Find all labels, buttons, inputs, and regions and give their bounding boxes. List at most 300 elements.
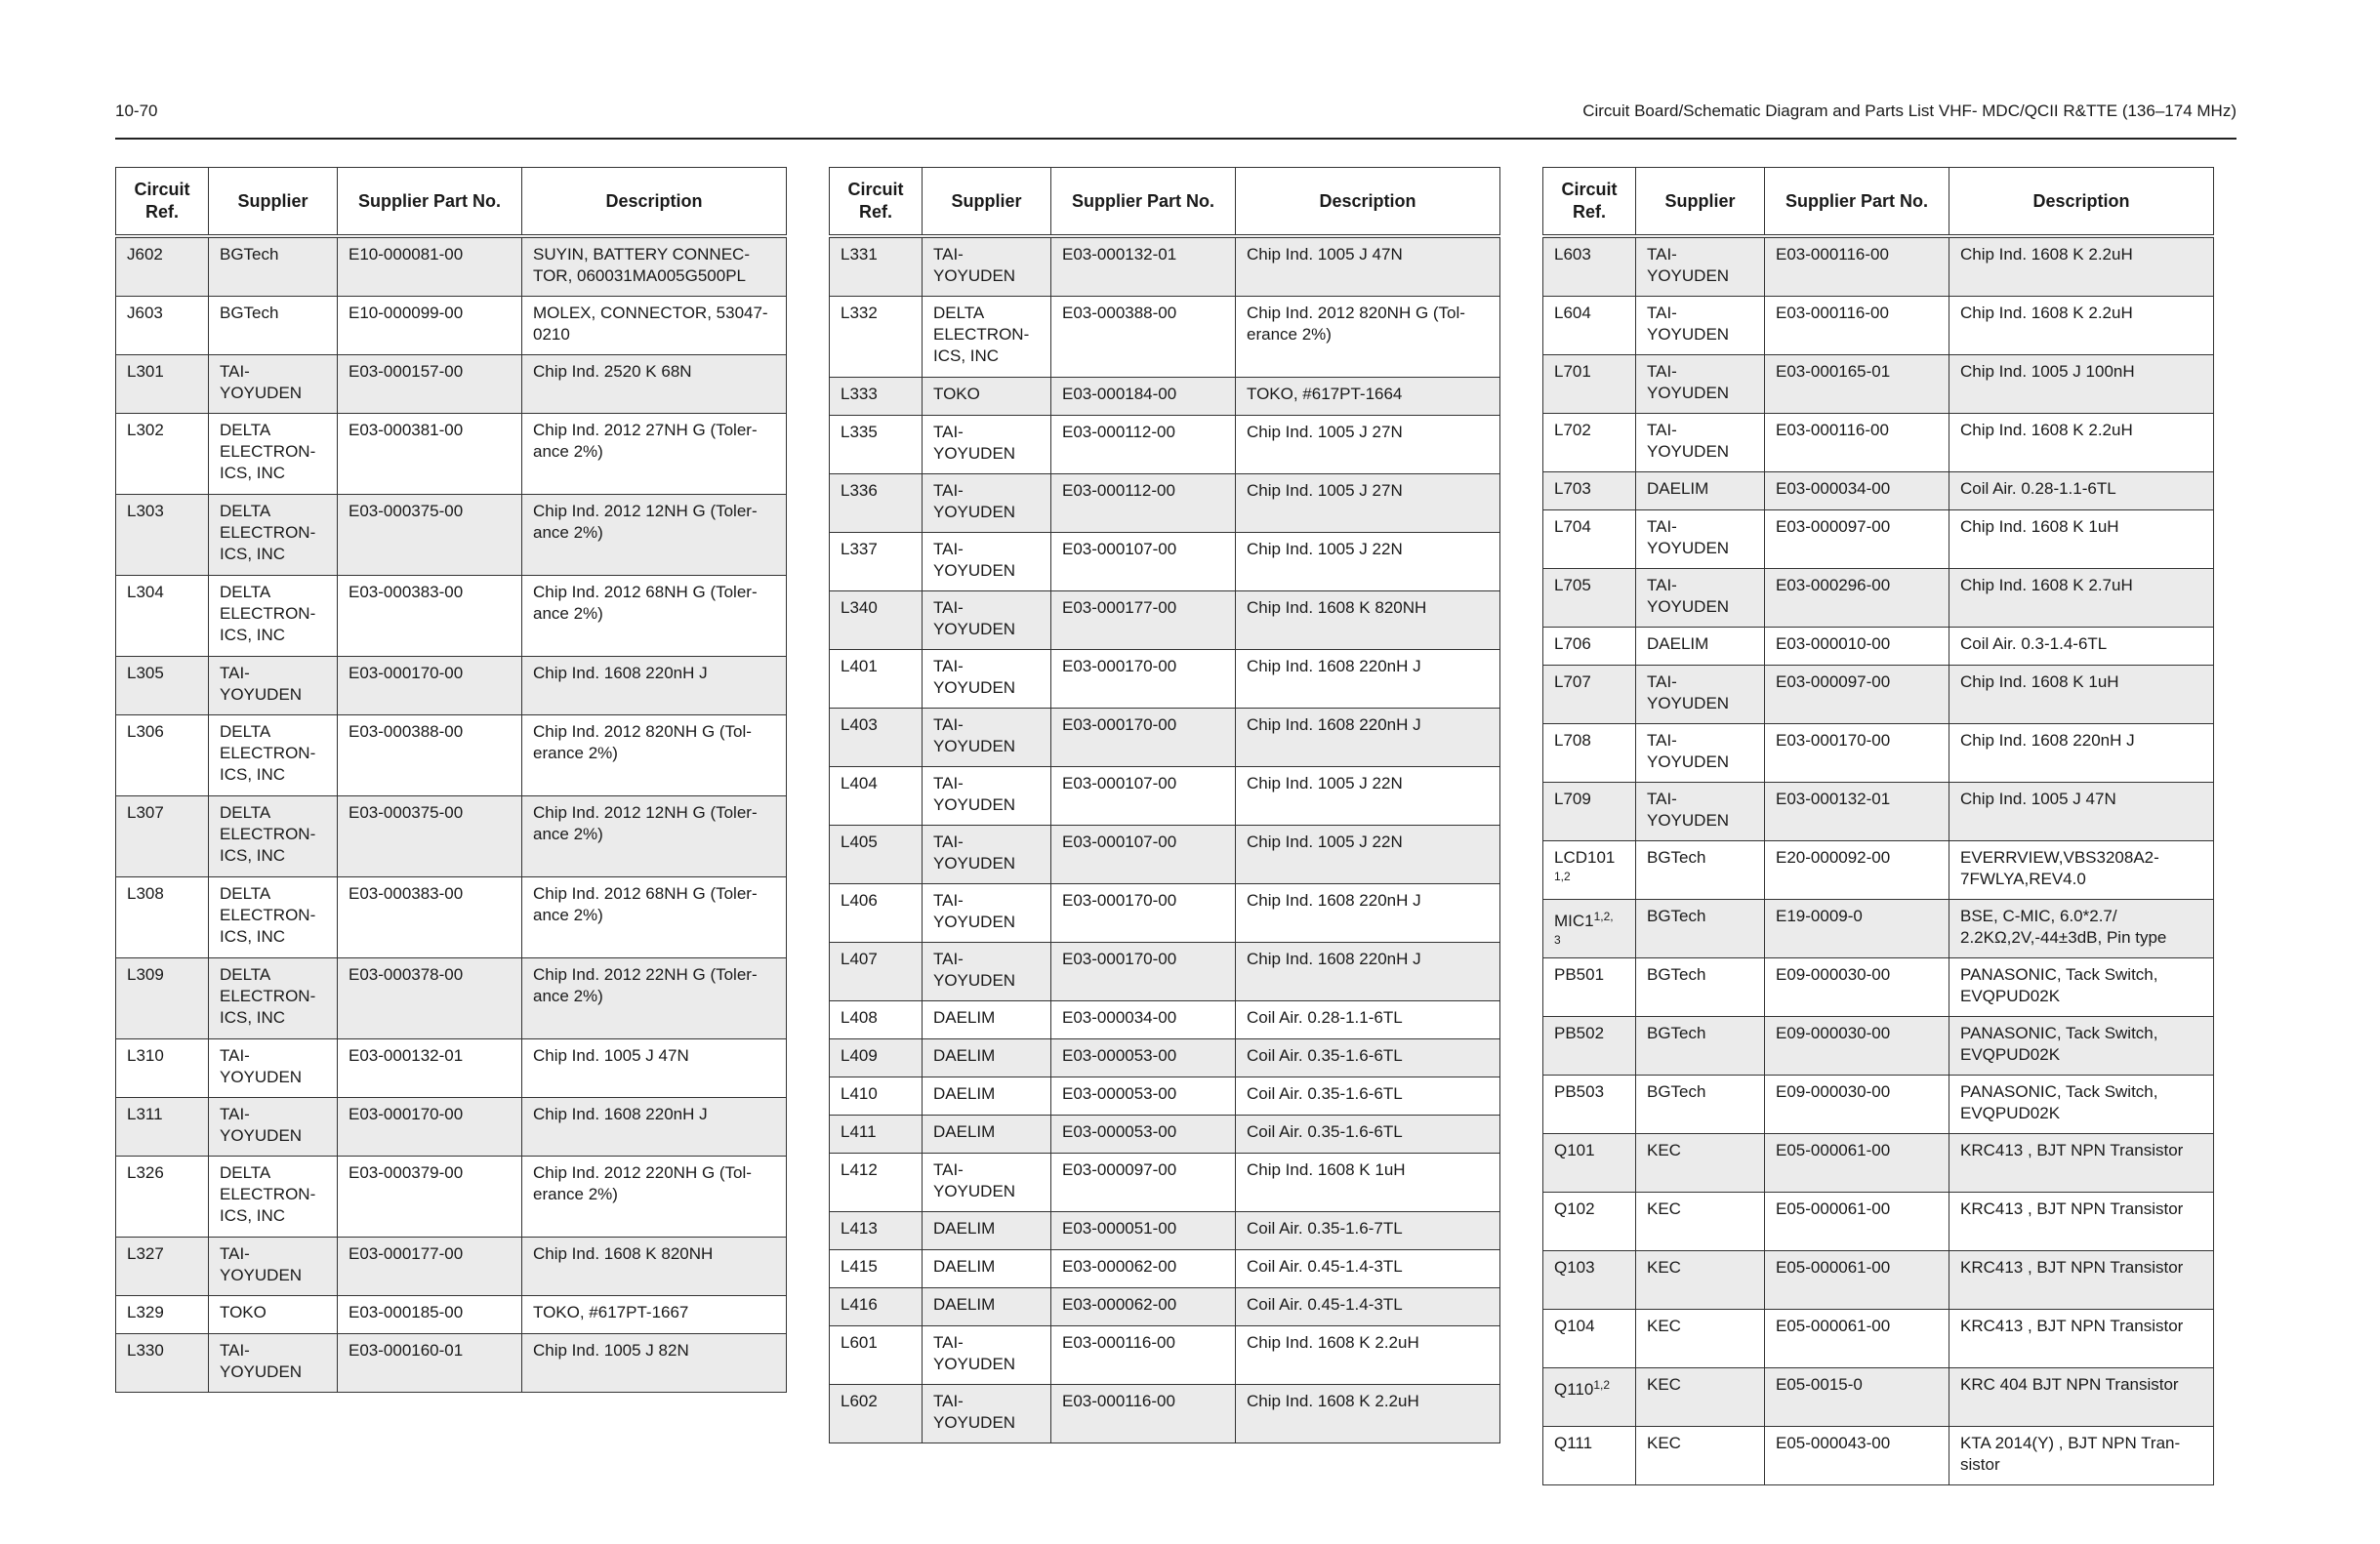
ref-label: L707 — [1554, 672, 1591, 691]
ref-label: Q102 — [1554, 1199, 1595, 1218]
cell-description: Chip Ind. 2012 12NH G (Toler-ance 2%) — [522, 796, 787, 877]
cell-supplier: TAI-YOYUDEN — [209, 1238, 338, 1296]
cell-part-no: E03-000051-00 — [1051, 1212, 1236, 1250]
cell-description: Chip Ind. 1608 K 2.2uH — [1949, 297, 2214, 355]
cell-circuit-ref — [830, 767, 923, 826]
cell-part-no: E03-000177-00 — [1051, 591, 1236, 650]
ref-label: L401 — [841, 657, 878, 675]
cell-circuit-ref — [830, 943, 923, 1001]
ref-label: L308 — [127, 884, 164, 903]
cell-supplier: KEC — [1636, 1193, 1765, 1251]
parts-table-2 — [829, 167, 1500, 1443]
cell-description: Chip Ind. 1608 K 2.7uH — [1949, 569, 2214, 628]
cell-supplier: TAI-YOYUDEN — [923, 826, 1051, 884]
cell-part-no: E03-000107-00 — [1051, 767, 1236, 826]
table-row — [1543, 1251, 2214, 1310]
cell-circuit-ref — [830, 1288, 923, 1326]
cell-supplier: TAI-YOYUDEN — [209, 657, 338, 715]
cell-part-no: E03-000160-01 — [338, 1334, 522, 1393]
cell-description: Chip Ind. 1608 K 2.2uH — [1949, 236, 2214, 297]
table-row — [830, 650, 1500, 709]
cell-circuit-ref — [830, 297, 923, 378]
cell-circuit-ref — [116, 414, 209, 495]
ref-label: L333 — [841, 385, 878, 403]
table-header-row — [830, 168, 1500, 237]
table-row — [830, 1154, 1500, 1212]
cell-supplier: DELTA ELECTRON-ICS, INC — [209, 715, 338, 796]
cell-part-no: E10-000081-00 — [338, 236, 522, 297]
cell-supplier: TAI-YOYUDEN — [923, 474, 1051, 533]
page-number: 10-70 — [115, 102, 158, 120]
table-row — [830, 826, 1500, 884]
cell-part-no: E03-000062-00 — [1051, 1250, 1236, 1288]
cell-supplier: DAELIM — [1636, 472, 1765, 510]
cell-part-no: E03-000116-00 — [1051, 1385, 1236, 1443]
cell-description: Chip Ind. 2012 68NH G (Toler-ance 2%) — [522, 576, 787, 657]
cell-supplier: BGTech — [1636, 958, 1765, 1017]
table-row — [116, 877, 787, 958]
cell-supplier: TOKO — [209, 1296, 338, 1334]
table-row — [116, 1039, 787, 1098]
parts-table-column-2 — [829, 167, 1500, 1443]
cell-description: Chip Ind. 1608 K 1uH — [1236, 1154, 1500, 1212]
cell-supplier: TAI-YOYUDEN — [923, 884, 1051, 943]
cell-circuit-ref — [830, 1212, 923, 1250]
cell-supplier: DAELIM — [923, 1116, 1051, 1154]
cell-supplier: DAELIM — [923, 1212, 1051, 1250]
table-row — [116, 657, 787, 715]
header-circuit-ref: Circuit Ref. — [116, 168, 209, 237]
cell-part-no: E19-0009-0 — [1765, 900, 1949, 958]
ref-label: L304 — [127, 583, 164, 601]
cell-circuit-ref — [1543, 841, 1636, 900]
ref-footnote: 1,2, — [1593, 910, 1614, 923]
ref-label: LCD101 — [1554, 848, 1616, 867]
cell-part-no: E03-000053-00 — [1051, 1077, 1236, 1116]
cell-part-no: E03-000097-00 — [1765, 666, 1949, 724]
cell-part-no: E03-000379-00 — [338, 1157, 522, 1238]
cell-description: Chip Ind. 1608 K 2.2uH — [1949, 414, 2214, 472]
table-row — [1543, 724, 2214, 783]
cell-circuit-ref — [116, 355, 209, 414]
cell-supplier: TAI-YOYUDEN — [923, 650, 1051, 709]
ref-footnote-2: 3 — [1554, 933, 1561, 947]
cell-supplier: TAI-YOYUDEN — [923, 1326, 1051, 1385]
ref-label: L603 — [1554, 245, 1591, 264]
cell-circuit-ref — [1543, 783, 1636, 841]
cell-description: Chip Ind. 1608 220nH J — [522, 1098, 787, 1157]
ref-label: L602 — [841, 1392, 878, 1410]
ref-label: L303 — [127, 502, 164, 520]
cell-part-no: E03-000170-00 — [1051, 650, 1236, 709]
table-row — [116, 414, 787, 495]
cell-circuit-ref — [830, 1077, 923, 1116]
cell-part-no: E10-000099-00 — [338, 297, 522, 355]
cell-supplier: TAI-YOYUDEN — [923, 236, 1051, 297]
cell-circuit-ref — [1543, 569, 1636, 628]
cell-part-no: E03-000177-00 — [338, 1238, 522, 1296]
cell-supplier: DELTA ELECTRON-ICS, INC — [209, 414, 338, 495]
page-title: Circuit Board/Schematic Diagram and Parts List VHF- MDC/QCII R&TTE (136–174 MHz) — [1582, 102, 2236, 120]
cell-description: Coil Air. 0.28-1.1-6TL — [1236, 1001, 1500, 1039]
cell-description: Coil Air. 0.28-1.1-6TL — [1949, 472, 2214, 510]
cell-circuit-ref — [1543, 628, 1636, 666]
table-row — [830, 884, 1500, 943]
cell-description: PANASONIC, Tack Switch, EVQPUD02K — [1949, 1076, 2214, 1134]
ref-label: L330 — [127, 1341, 164, 1360]
ref-label: L407 — [841, 950, 878, 968]
cell-supplier: TAI-YOYUDEN — [923, 1154, 1051, 1212]
header-description: Description — [522, 168, 787, 237]
cell-circuit-ref — [116, 576, 209, 657]
cell-description: Chip Ind. 1608 220nH J — [1949, 724, 2214, 783]
ref-label: L408 — [841, 1008, 878, 1027]
cell-description: Chip Ind. 1608 K 2.2uH — [1236, 1385, 1500, 1443]
table-header-row — [1543, 168, 2214, 237]
ref-label: L327 — [127, 1244, 164, 1263]
cell-supplier: DELTA ELECTRON-ICS, INC — [209, 796, 338, 877]
cell-circuit-ref — [116, 958, 209, 1039]
table-row — [1543, 1017, 2214, 1076]
cell-circuit-ref — [830, 1250, 923, 1288]
cell-part-no: E03-000388-00 — [338, 715, 522, 796]
table-row — [1543, 297, 2214, 355]
cell-circuit-ref — [830, 533, 923, 591]
cell-circuit-ref — [830, 378, 923, 416]
table-row — [830, 297, 1500, 378]
cell-part-no: E03-000165-01 — [1765, 355, 1949, 414]
cell-description: Chip Ind. 2012 220NH G (Tol-erance 2%) — [522, 1157, 787, 1238]
ref-label: L336 — [841, 481, 878, 500]
cell-part-no: E03-000053-00 — [1051, 1116, 1236, 1154]
cell-circuit-ref — [830, 1385, 923, 1443]
ref-label: L709 — [1554, 790, 1591, 808]
cell-supplier: KEC — [1636, 1251, 1765, 1310]
ref-label: L335 — [841, 423, 878, 441]
cell-part-no: E09-000030-00 — [1765, 958, 1949, 1017]
cell-supplier: TAI-YOYUDEN — [1636, 783, 1765, 841]
ref-label: MIC1 — [1554, 912, 1594, 930]
table-row — [830, 378, 1500, 416]
cell-part-no: E03-000296-00 — [1765, 569, 1949, 628]
cell-circuit-ref — [830, 416, 923, 474]
cell-circuit-ref — [830, 709, 923, 767]
cell-circuit-ref — [1543, 472, 1636, 510]
ref-label: L703 — [1554, 479, 1591, 498]
cell-part-no: E05-000043-00 — [1765, 1427, 1949, 1485]
table-row — [830, 474, 1500, 533]
cell-circuit-ref — [1543, 414, 1636, 472]
table-row — [1543, 958, 2214, 1017]
table-row — [830, 1039, 1500, 1077]
ref-label: L404 — [841, 774, 878, 792]
table-row — [116, 297, 787, 355]
cell-description: Coil Air. 0.45-1.4-3TL — [1236, 1288, 1500, 1326]
table-row — [830, 1001, 1500, 1039]
cell-circuit-ref — [1543, 1310, 1636, 1368]
table-row — [1543, 510, 2214, 569]
table-row — [830, 1326, 1500, 1385]
cell-description: Chip Ind. 1005 J 27N — [1236, 474, 1500, 533]
cell-description: KTA 2014(Y) , BJT NPN Tran-sistor — [1949, 1427, 2214, 1485]
cell-supplier: TAI-YOYUDEN — [209, 1039, 338, 1098]
table-row — [116, 576, 787, 657]
cell-description: TOKO, #617PT-1664 — [1236, 378, 1500, 416]
cell-description: Chip Ind. 2012 22NH G (Toler-ance 2%) — [522, 958, 787, 1039]
cell-supplier: DAELIM — [923, 1001, 1051, 1039]
cell-supplier: BGTech — [209, 297, 338, 355]
cell-supplier: DAELIM — [923, 1288, 1051, 1326]
cell-circuit-ref — [116, 1157, 209, 1238]
cell-part-no: E09-000030-00 — [1765, 1017, 1949, 1076]
table-row — [1543, 1076, 2214, 1134]
cell-supplier: TOKO — [923, 378, 1051, 416]
cell-circuit-ref — [1543, 900, 1636, 958]
cell-supplier: BGTech — [1636, 900, 1765, 958]
table-row — [1543, 1310, 2214, 1368]
cell-circuit-ref — [116, 1334, 209, 1393]
cell-part-no: E03-000053-00 — [1051, 1039, 1236, 1077]
table-row — [830, 591, 1500, 650]
cell-circuit-ref — [1543, 1251, 1636, 1310]
cell-circuit-ref — [830, 1154, 923, 1212]
cell-part-no: E03-000170-00 — [1765, 724, 1949, 783]
cell-description: KRC413 , BJT NPN Transistor — [1949, 1193, 2214, 1251]
cell-description: Chip Ind. 2012 820NH G (Tol-erance 2%) — [1236, 297, 1500, 378]
cell-circuit-ref — [830, 1039, 923, 1077]
table-row — [1543, 628, 2214, 666]
cell-circuit-ref — [1543, 1368, 1636, 1427]
cell-part-no: E03-000157-00 — [338, 355, 522, 414]
ref-label: Q110 — [1554, 1380, 1594, 1399]
ref-label: L301 — [127, 362, 164, 381]
cell-supplier: TAI-YOYUDEN — [1636, 236, 1765, 297]
ref-label: L403 — [841, 715, 878, 734]
cell-description: SUYIN, BATTERY CONNEC-TOR, 060031MA005G500PL — [522, 236, 787, 297]
cell-circuit-ref — [1543, 1017, 1636, 1076]
cell-description: Chip Ind. 2012 12NH G (Toler-ance 2%) — [522, 495, 787, 576]
cell-part-no: E03-000112-00 — [1051, 474, 1236, 533]
ref-label: L406 — [841, 891, 878, 910]
cell-part-no: E03-000170-00 — [338, 1098, 522, 1157]
cell-circuit-ref — [1543, 666, 1636, 724]
table-row — [1543, 236, 2214, 297]
cell-supplier: DELTA ELECTRON-ICS, INC — [209, 877, 338, 958]
table-row — [116, 495, 787, 576]
ref-label: Q103 — [1554, 1258, 1595, 1277]
cell-circuit-ref — [116, 236, 209, 297]
cell-circuit-ref — [116, 1296, 209, 1334]
cell-description: KRC413 , BJT NPN Transistor — [1949, 1134, 2214, 1193]
header-rule — [115, 138, 2236, 140]
header-supplier: Supplier — [209, 168, 338, 237]
cell-description: Chip Ind. 1608 220nH J — [522, 657, 787, 715]
ref-label: L702 — [1554, 421, 1591, 439]
cell-description: Chip Ind. 1005 J 27N — [1236, 416, 1500, 474]
cell-description: Chip Ind. 1608 220nH J — [1236, 943, 1500, 1001]
header-supplier-part-no: Supplier Part No. — [1051, 168, 1236, 237]
ref-footnote: 1,2 — [1593, 1378, 1611, 1392]
table-row — [1543, 666, 2214, 724]
table-row — [830, 1385, 1500, 1443]
cell-supplier: DAELIM — [923, 1039, 1051, 1077]
table-row — [830, 1212, 1500, 1250]
ref-label: L302 — [127, 421, 164, 439]
table-row — [116, 715, 787, 796]
cell-supplier: DELTA ELECTRON-ICS, INC — [923, 297, 1051, 378]
cell-circuit-ref — [1543, 958, 1636, 1017]
cell-description: Chip Ind. 1005 J 47N — [522, 1039, 787, 1098]
cell-description: Chip Ind. 2012 27NH G (Toler-ance 2%) — [522, 414, 787, 495]
table-row — [830, 709, 1500, 767]
cell-circuit-ref — [830, 591, 923, 650]
cell-supplier: DELTA ELECTRON-ICS, INC — [209, 495, 338, 576]
cell-supplier: KEC — [1636, 1427, 1765, 1485]
cell-part-no: E03-000116-00 — [1765, 414, 1949, 472]
table-row — [1543, 1368, 2214, 1427]
cell-description: Chip Ind. 1005 J 82N — [522, 1334, 787, 1393]
cell-part-no: E03-000375-00 — [338, 495, 522, 576]
ref-label: L337 — [841, 540, 878, 558]
cell-description: Chip Ind. 1005 J 100nH — [1949, 355, 2214, 414]
cell-supplier: TAI-YOYUDEN — [923, 709, 1051, 767]
ref-label: L708 — [1554, 731, 1591, 750]
cell-supplier: BGTech — [1636, 1076, 1765, 1134]
cell-circuit-ref — [1543, 1076, 1636, 1134]
cell-circuit-ref — [116, 1238, 209, 1296]
cell-description: Chip Ind. 1608 220nH J — [1236, 709, 1500, 767]
cell-description: Coil Air. 0.35-1.6-6TL — [1236, 1077, 1500, 1116]
cell-circuit-ref — [1543, 510, 1636, 569]
table-row — [830, 236, 1500, 297]
cell-description: Chip Ind. 1608 K 1uH — [1949, 666, 2214, 724]
cell-circuit-ref — [116, 495, 209, 576]
cell-circuit-ref — [116, 297, 209, 355]
table-row — [1543, 841, 2214, 900]
ref-label: L311 — [127, 1105, 163, 1123]
cell-part-no: E03-000184-00 — [1051, 378, 1236, 416]
ref-label: J603 — [127, 304, 163, 322]
cell-part-no: E03-000132-01 — [338, 1039, 522, 1098]
ref-label: L305 — [127, 664, 164, 682]
table-row — [830, 1116, 1500, 1154]
cell-description: KRC413 , BJT NPN Transistor — [1949, 1310, 2214, 1368]
ref-label: Q104 — [1554, 1317, 1595, 1335]
cell-supplier: TAI-YOYUDEN — [923, 591, 1051, 650]
cell-circuit-ref — [116, 1098, 209, 1157]
cell-part-no: E05-000061-00 — [1765, 1134, 1949, 1193]
cell-supplier: DELTA ELECTRON-ICS, INC — [209, 958, 338, 1039]
cell-supplier: TAI-YOYUDEN — [923, 767, 1051, 826]
header-description: Description — [1236, 168, 1500, 237]
ref-label: L701 — [1554, 362, 1591, 381]
cell-circuit-ref — [830, 1116, 923, 1154]
table-row — [1543, 569, 2214, 628]
cell-circuit-ref — [830, 826, 923, 884]
cell-supplier: TAI-YOYUDEN — [923, 416, 1051, 474]
cell-part-no: E03-000383-00 — [338, 576, 522, 657]
cell-circuit-ref — [830, 1326, 923, 1385]
cell-description: KRC 404 BJT NPN Transistor — [1949, 1368, 2214, 1427]
ref-label: L332 — [841, 304, 878, 322]
cell-circuit-ref — [1543, 1427, 1636, 1485]
cell-part-no: E03-000112-00 — [1051, 416, 1236, 474]
cell-supplier: DELTA ELECTRON-ICS, INC — [209, 1157, 338, 1238]
cell-supplier: KEC — [1636, 1310, 1765, 1368]
parts-table-column-1 — [115, 167, 787, 1393]
cell-supplier: TAI-YOYUDEN — [923, 533, 1051, 591]
cell-description: BSE, C-MIC, 6.0*2.7/ 2.2KΩ,2V,-44±3dB, Pin type — [1949, 900, 2214, 958]
ref-label: L416 — [841, 1295, 878, 1314]
table-row — [830, 533, 1500, 591]
table-row — [830, 943, 1500, 1001]
ref-label: L704 — [1554, 517, 1591, 536]
cell-part-no: E03-000383-00 — [338, 877, 522, 958]
cell-part-no: E03-000170-00 — [1051, 884, 1236, 943]
cell-circuit-ref — [830, 236, 923, 297]
cell-description: TOKO, #617PT-1667 — [522, 1296, 787, 1334]
cell-part-no: E03-000132-01 — [1765, 783, 1949, 841]
cell-description: Coil Air. 0.3-1.4-6TL — [1949, 628, 2214, 666]
parts-table-column-3 — [1542, 167, 2214, 1485]
cell-part-no: E03-000381-00 — [338, 414, 522, 495]
cell-description: Chip Ind. 1608 220nH J — [1236, 650, 1500, 709]
cell-circuit-ref — [116, 715, 209, 796]
ref-label: Q101 — [1554, 1141, 1595, 1159]
cell-part-no: E03-000116-00 — [1765, 236, 1949, 297]
cell-description: KRC413 , BJT NPN Transistor — [1949, 1251, 2214, 1310]
cell-supplier: BGTech — [209, 236, 338, 297]
cell-part-no: E03-000034-00 — [1051, 1001, 1236, 1039]
cell-description: Chip Ind. 1005 J 47N — [1949, 783, 2214, 841]
cell-supplier: TAI-YOYUDEN — [1636, 355, 1765, 414]
table-row — [116, 1296, 787, 1334]
ref-label: Q111 — [1554, 1434, 1593, 1452]
cell-description: Chip Ind. 1005 J 47N — [1236, 236, 1500, 297]
table-row — [830, 1250, 1500, 1288]
cell-circuit-ref — [830, 474, 923, 533]
cell-supplier: DAELIM — [1636, 628, 1765, 666]
cell-description: Chip Ind. 1608 K 820NH — [522, 1238, 787, 1296]
ref-label: L706 — [1554, 634, 1591, 653]
table-row — [116, 1157, 787, 1238]
cell-description: Chip Ind. 1005 J 22N — [1236, 826, 1500, 884]
header-supplier-part-no: Supplier Part No. — [338, 168, 522, 237]
header-circuit-ref: Circuit Ref. — [1543, 168, 1636, 237]
cell-description: Chip Ind. 2520 K 68N — [522, 355, 787, 414]
cell-description: Chip Ind. 1608 K 1uH — [1949, 510, 2214, 569]
table-row — [1543, 1427, 2214, 1485]
ref-label: L409 — [841, 1046, 878, 1065]
cell-description: EVERRVIEW,VBS3208A2-7FWLYA,REV4.0 — [1949, 841, 2214, 900]
cell-description: Chip Ind. 1608 K 2.2uH — [1236, 1326, 1500, 1385]
cell-part-no: E03-000375-00 — [338, 796, 522, 877]
cell-supplier: TAI-YOYUDEN — [209, 1334, 338, 1393]
cell-part-no: E03-000107-00 — [1051, 826, 1236, 884]
cell-circuit-ref — [1543, 724, 1636, 783]
cell-supplier: TAI-YOYUDEN — [1636, 297, 1765, 355]
cell-supplier: TAI-YOYUDEN — [1636, 666, 1765, 724]
cell-circuit-ref — [1543, 1134, 1636, 1193]
table-row — [1543, 900, 2214, 958]
cell-part-no: E03-000097-00 — [1765, 510, 1949, 569]
ref-label: L604 — [1554, 304, 1591, 322]
cell-supplier: KEC — [1636, 1368, 1765, 1427]
header-supplier: Supplier — [923, 168, 1051, 237]
cell-part-no: E09-000030-00 — [1765, 1076, 1949, 1134]
ref-label: L310 — [127, 1046, 164, 1065]
cell-supplier: TAI-YOYUDEN — [209, 355, 338, 414]
